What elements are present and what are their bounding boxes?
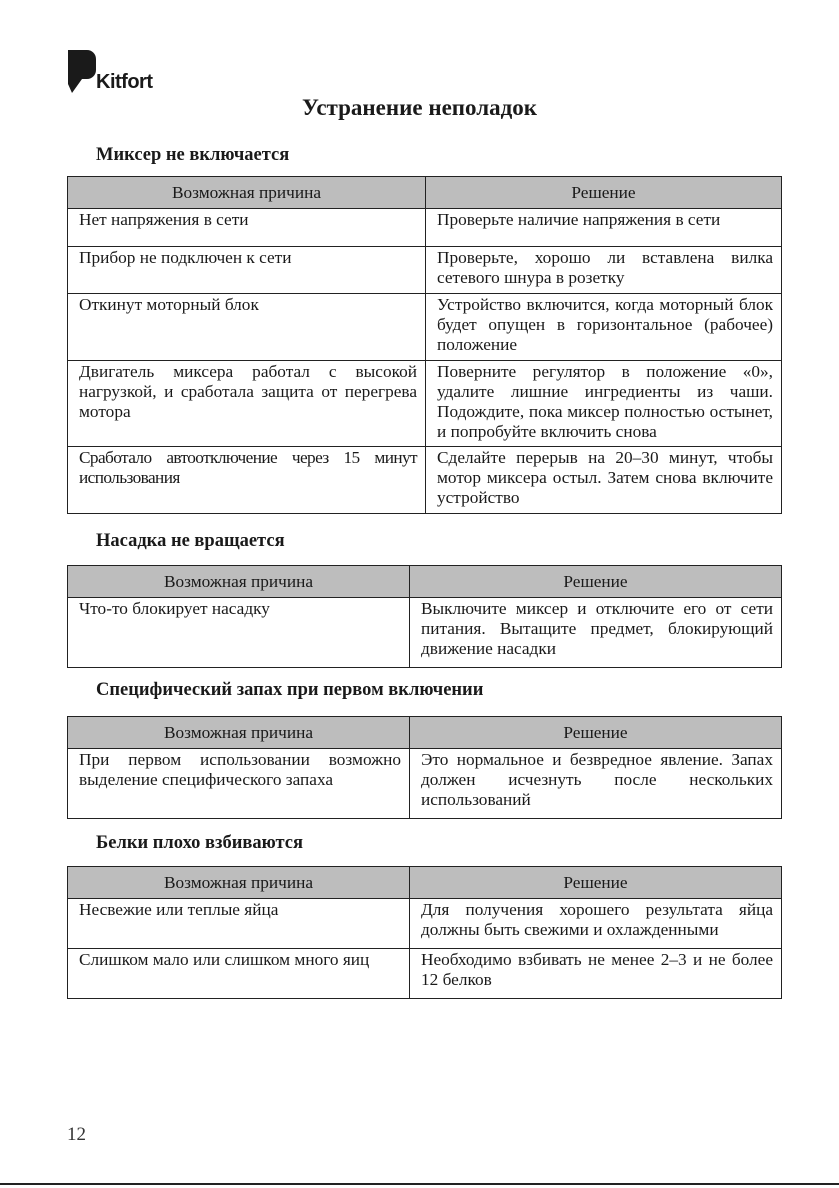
brand-name: Kitfort	[96, 71, 153, 93]
kitfort-logo-icon	[67, 48, 97, 94]
column-header-cause: Возможная причина	[68, 566, 410, 598]
cause-cell: Двигатель миксера работал с высокой нагрузкой, и сработала защита от перегрева мотора	[68, 361, 426, 447]
page-number: 12	[67, 1124, 86, 1145]
table-row	[68, 899, 782, 949]
column-header-solution: Решение	[426, 177, 782, 209]
solution-cell: Проверьте, хорошо ли вставлена вилка сетевого шнура в розетку	[426, 247, 782, 294]
cause-cell: Прибор не подключен к сети	[68, 247, 426, 294]
cause-cell: Слишком мало или слишком много яиц	[68, 949, 410, 999]
solution-cell: Это нормальное и безвредное явление. Запах должен исчезнуть после нескольких использований	[410, 749, 782, 819]
cause-cell: Что-то блокирует насадку	[68, 598, 410, 668]
solution-cell: Поверните регулятор в положение «0», удалите лишние ингредиенты из чаши. Подождите, пока миксер полностью остынет, и попробуйте включить снова	[426, 361, 782, 447]
table-header-row	[68, 717, 782, 749]
table-row	[68, 749, 782, 819]
troubleshooting-table	[67, 716, 782, 819]
column-header-solution: Решение	[410, 867, 782, 899]
table-header-row	[68, 867, 782, 899]
table-row	[68, 447, 782, 514]
table-row	[68, 361, 782, 447]
section-title: Белки плохо взбиваются	[96, 833, 304, 853]
section-title: Специфический запах при первом включении	[96, 680, 484, 700]
solution-cell: Устройство включится, когда моторный блок будет опущен в горизонтальное (рабочее) положение	[426, 294, 782, 361]
table-row	[68, 294, 782, 361]
cause-cell: Сработало автоотключение через 15 минут использования	[68, 447, 426, 514]
table-row	[68, 598, 782, 668]
solution-cell: Выключите миксер и отключите его от сети питания. Вытащите предмет, блокирующий движение насадки	[410, 598, 782, 668]
page-title: Устранение неполадок	[301, 95, 538, 120]
table-row	[68, 247, 782, 294]
column-header-cause: Возможная причина	[68, 867, 410, 899]
solution-cell: Проверьте наличие напряжения в сети	[426, 209, 782, 247]
troubleshooting-table	[67, 565, 782, 668]
cause-cell: При первом использовании возможно выделение специфического запаха	[68, 749, 410, 819]
table-header-row	[68, 566, 782, 598]
brand-logo	[67, 48, 177, 98]
table-header-row	[68, 177, 782, 209]
table-row	[68, 209, 782, 247]
cause-cell: Несвежие или теплые яйца	[68, 899, 410, 949]
section-title: Миксер не включается	[96, 145, 290, 165]
column-header-cause: Возможная причина	[68, 177, 426, 209]
cause-cell: Нет напряжения в сети	[68, 209, 426, 247]
cause-cell: Откинут моторный блок	[68, 294, 426, 361]
section-title: Насадка не вращается	[96, 531, 285, 551]
footer-divider	[0, 1183, 839, 1185]
troubleshooting-table	[67, 176, 782, 514]
table-row	[68, 949, 782, 999]
troubleshooting-table	[67, 866, 782, 999]
column-header-cause: Возможная причина	[68, 717, 410, 749]
column-header-solution: Решение	[410, 566, 782, 598]
column-header-solution: Решение	[410, 717, 782, 749]
solution-cell: Сделайте перерыв на 20–30 минут, чтобы мотор миксера остыл. Затем снова включите устройство	[426, 447, 782, 514]
solution-cell: Необходимо взбивать не менее 2–3 и не более 12 белков	[410, 949, 782, 999]
solution-cell: Для получения хорошего результата яйца должны быть свежими и охлажденными	[410, 899, 782, 949]
